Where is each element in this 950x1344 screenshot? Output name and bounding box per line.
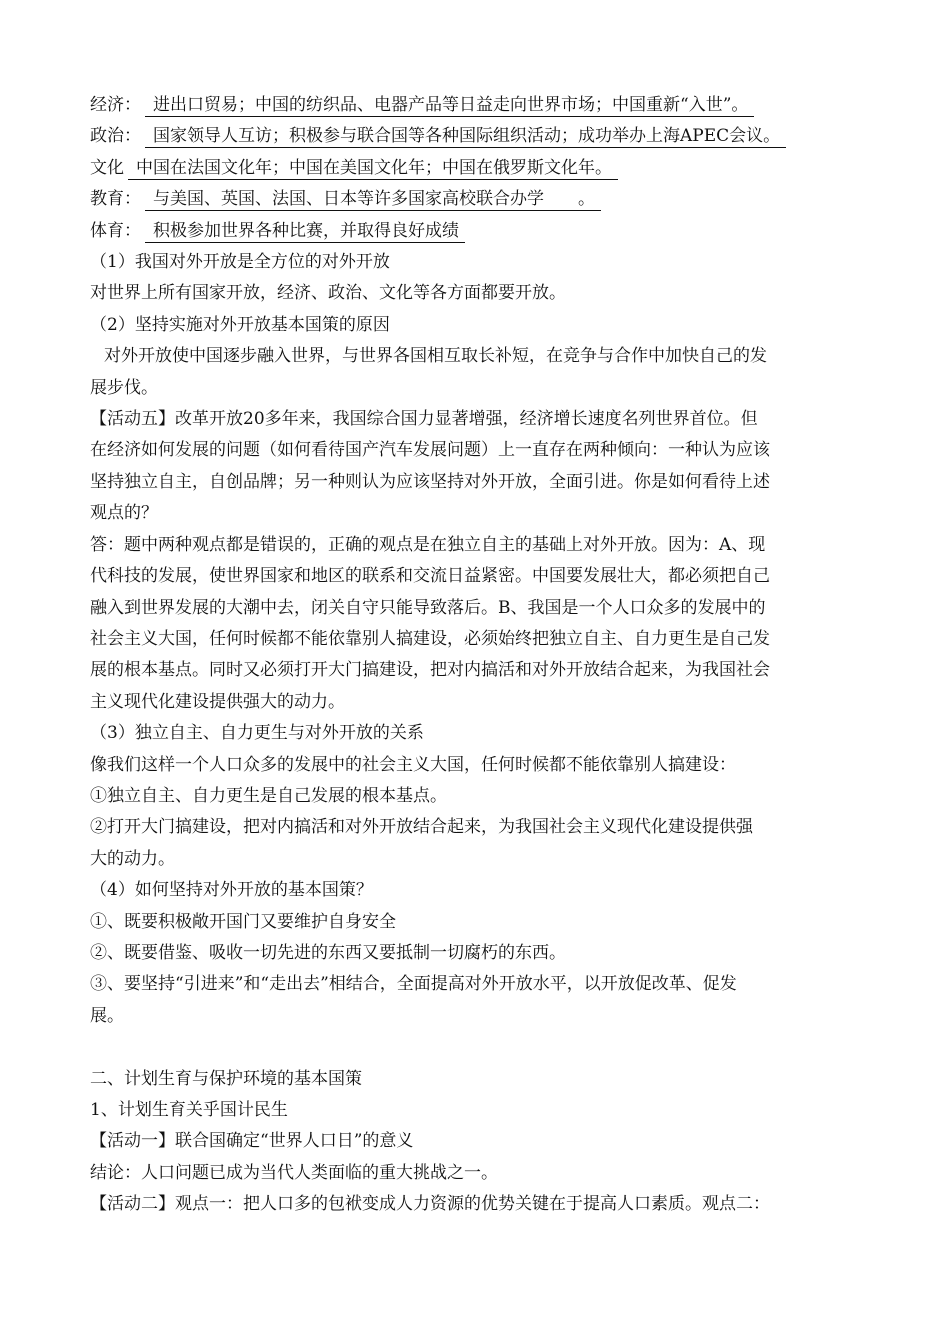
- text-line: 展步伐。: [90, 377, 158, 398]
- text-line: 展的根本基点。同时又必须打开大门搞建设，把对内搞活和对外开放结合起来，为我国社会: [90, 660, 770, 681]
- text-line: （2）坚持实施对外开放基本国策的原因: [90, 314, 390, 335]
- field-row: [90, 121, 865, 152]
- document-page: [90, 90, 865, 1221]
- text-line: 社会主义大国，任何时候都不能依靠别人搞建设，必须始终把独立自主、自力更生是自己发: [90, 628, 770, 649]
- text-line: 大的动力。: [90, 848, 175, 869]
- text-line: 1、计划生育关乎国计民生: [90, 1099, 288, 1120]
- text-line: ①、既要积极敞开国门又要维护自身安全: [90, 911, 396, 932]
- field-list: [90, 90, 865, 247]
- text-line: （3）独立自主、自力更生与对外开放的关系: [90, 723, 424, 744]
- text-line: 代科技的发展，使世界国家和地区的联系和交流日益紧密。中国要发展壮大，都必须把自己: [90, 566, 770, 587]
- text-line: 展。: [90, 1005, 124, 1026]
- text-line: （4）如何坚持对外开放的基本国策？: [90, 880, 373, 901]
- field-row: [90, 153, 865, 184]
- text-line: 融入到世界发展的大潮中去，闭关自守只能导致落后。B、我国是一个人口众多的发展中的: [90, 597, 766, 618]
- text-line: ③、要坚持“引进来”和“走出去”相结合，全面提高对外开放水平，以开放促改革、促发: [90, 974, 737, 995]
- text-line: 【活动二】观点一：把人口多的包袱变成人力资源的优势关键在于提高人口素质。观点二：: [90, 1194, 770, 1215]
- field-label: 教育：: [90, 189, 141, 210]
- text-line: [90, 1032, 865, 1063]
- field-row: [90, 90, 865, 121]
- text-line: 像我们这样一个人口众多的发展中的社会主义大国，任何时候都不能依靠别人搞建设：: [90, 754, 736, 775]
- text-line: 对世界上所有国家开放，经济、政治、文化等各方面都要开放。: [90, 283, 566, 304]
- text-line: 主义现代化建设提供强大的动力。: [90, 691, 345, 712]
- field-label: 政治：: [90, 126, 141, 147]
- field-value: 进出口贸易；中国的纺织品、电器产品等日益走向世界市场；中国重新“入世”。: [145, 95, 754, 117]
- field-label: 经济：: [90, 95, 141, 115]
- text-line: 答：题中两种观点都是错误的，正确的观点是在独立自主的基础上对外开放。因为：A、现: [90, 534, 766, 555]
- text-line: 对外开放使中国逐步融入世界，与世界各国相互取长补短，在竞争与合作中加快自己的发: [104, 346, 767, 367]
- field-label: 体育：: [90, 220, 141, 241]
- text-line: 观点的？: [90, 503, 158, 524]
- text-line: 【活动五】改革开放20多年来，我国综合国力显著增强，经济增长速度名列世界首位。但: [90, 409, 758, 430]
- text-line: 结论：人口问题已成为当代人类面临的重大挑战之一。: [90, 1162, 498, 1183]
- field-value: 中国在法国文化年；中国在美国文化年；中国在俄罗斯文化年。: [128, 158, 618, 180]
- text-line: （1）我国对外开放是全方位的对外开放: [90, 252, 390, 273]
- text-line: ②打开大门搞建设，把对内搞活和对外开放结合起来，为我国社会主义现代化建设提供强: [90, 817, 753, 838]
- text-line: ②、既要借鉴、吸收一切先进的东西又要抵制一切腐朽的东西。: [90, 942, 566, 963]
- text-line: ①独立自主、自力更生是自己发展的根本基点。: [90, 785, 447, 806]
- text-line: 在经济如何发展的问题（如何看待国产汽车发展问题）上一直存在两种倾向：一种认为应该: [90, 440, 770, 461]
- text-line: 【活动一】联合国确定“世界人口日”的意义: [90, 1131, 414, 1152]
- field-value: 国家领导人互访；积极参与联合国等各种国际组织活动；成功举办上海APEC会议。: [145, 126, 786, 148]
- body-text: [90, 247, 865, 1221]
- text-line: 二、计划生育与保护环境的基本国策: [90, 1068, 362, 1089]
- field-row: [90, 216, 865, 247]
- text-line: 坚持独立自主，自创品牌；另一种则认为应该坚持对外开放，全面引进。你是如何看待上述: [90, 471, 770, 492]
- field-row: [90, 184, 865, 215]
- field-value: 与美国、英国、法国、日本等许多国家高校联合办学 。: [145, 189, 601, 211]
- field-label: 文化: [90, 157, 124, 178]
- field-value: 积极参加世界各种比赛，并取得良好成绩: [145, 221, 465, 243]
